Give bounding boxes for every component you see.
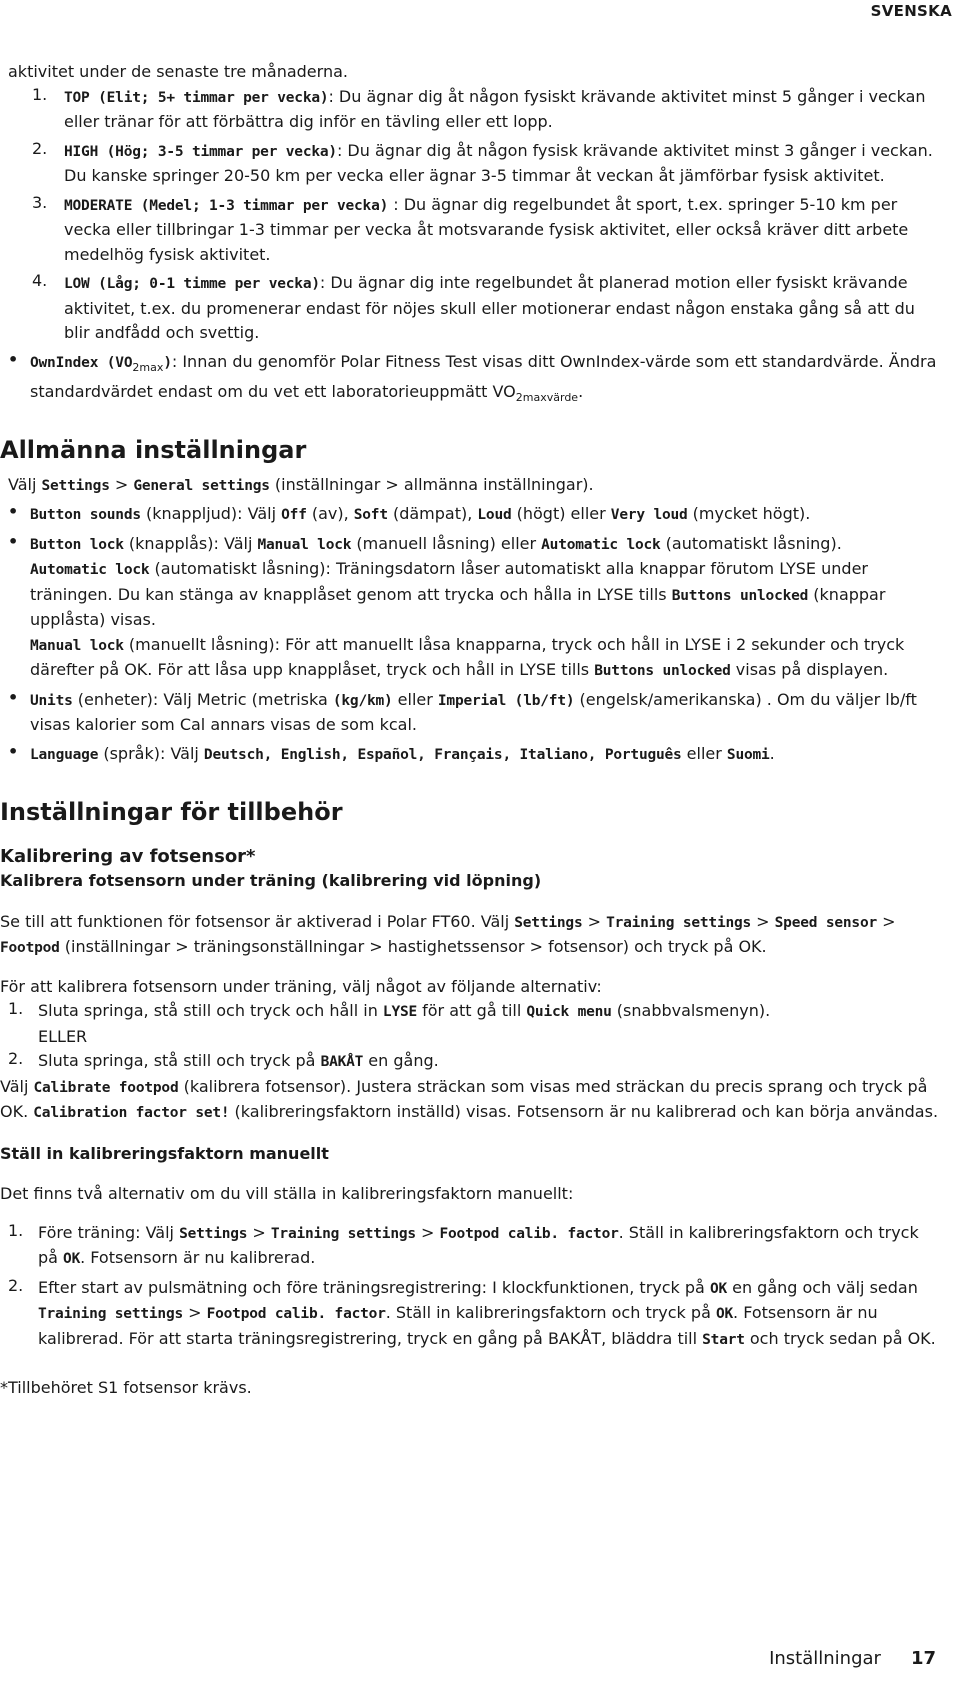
calibrate-option-1: 1. Sluta springa, stå still och tryck och håll in LYSE för att gå till Quick menu (snabbvalsmenyn). ELLER <box>0 999 940 1049</box>
level-label: MODERATE (Medel; 1-3 timmar per vecka) <box>64 197 389 214</box>
level-label: TOP (Elit; 5+ timmar per vecka) <box>64 89 329 106</box>
activity-level-item: 3. MODERATE (Medel; 1-3 timmar per vecka) : Du ägnar dig regelbundet åt sport, t.ex. springer 5-10 km per vecka eller tillbringar 1-3 timmar per vecka åt motsvarande fysisk aktivitet, eller också kräver ditt arbete medelhög fysisk aktivitet. <box>32 192 909 264</box>
calibrate-footpod-paragraph: Välj Calibrate footpod (kalibrera fotsensor). Justera sträckan som visas med sträckan du precis sprang och tryck på OK. Calibration factor set! (kalibreringsfaktorn inställd) visas. Fotsensorn är nu kalibrerad och kan börja användas. <box>0 1076 939 1121</box>
general-settings-heading: Allmänna inställningar <box>0 435 307 464</box>
activity-level-item: 1. TOP (Elit; 5+ timmar per vecka): Du ägnar dig åt någon fysiskt krävande aktivitet minst 5 gånger i veckan eller tränar för att förbättra dig inför en tävling eller ett lopp. <box>32 84 926 131</box>
bullet-icon: • <box>8 687 19 707</box>
calibrate-option-2: 2. Sluta springa, stå still och tryck på BAKÅT en gång. <box>8 1049 439 1070</box>
activity-level-item: 4. LOW (Låg; 0-1 timme per vecka): Du ägnar dig inte regelbundet åt planerad motion eller fysiskt krävande aktivitet, t.ex. du promenerar endast för nöjes skull eller motionerar endast någon enstaka gång så att du blir andfådd och svettig. <box>32 271 915 342</box>
calibration-subheading: Kalibrera fotsensorn under träning (kalibrering vid löpning) <box>0 871 542 890</box>
page-number: 17 <box>910 1648 936 1669</box>
button-lock-bullet: • Button lock (knapplås): Välj Manual lock (manuell låsning) eller Automatic lock (automatiskt låsning). Automatic lock (automatiskt låsning): Träningsdatorn låser automatiskt alla knappar förutom LYSE under träningen. Du kan stänga av knapplåset genom att trycka och hålla in LYSE tills Buttons unlocked (knappar upplåsta) visas. Manual lock (manuellt låsning): För att manuellt låsa knapparna, tryck och håll in LYSE i 2 sekunder och tryck därefter på OK. För att låsa upp knapplåset, tryck och håll in LYSE tills Buttons unlocked visas på displayen. <box>0 532 940 684</box>
level-label: LOW (Låg; 0-1 timme per vecka) <box>64 276 320 292</box>
accessory-settings-heading: Inställningar för tillbehör <box>0 798 343 826</box>
or-text: ELLER <box>38 1026 88 1046</box>
footpod-calibration-heading: Kalibrering av fotsensor* <box>0 846 256 867</box>
footer-section: Inställningar <box>769 1648 881 1669</box>
footnote: *Tillbehöret S1 fotsensor krävs. <box>0 1378 252 1397</box>
bullet-icon: • <box>8 741 19 761</box>
page-footer <box>769 1648 936 1669</box>
page-content <box>0 60 940 1401</box>
level-label: HIGH (Hög; 3-5 timmar per vecka) <box>64 143 337 160</box>
manual-option-2: 2. Efter start av pulsmätning och före träningsregistrering: I klockfunktionen, tryck på OK en gång och välj sedan Training settings > Footpod calib. factor. Ställ in kalibreringsfaktorn och tryck på OK. Fotsensorn är nu kalibrerad. För att starta träningsregistrering, tryck en gång på BAKÅT, bläddra till Start och tryck sedan på OK. <box>8 1275 936 1348</box>
intro-continuation: aktivitet under de senaste tre månaderna. <box>8 62 348 81</box>
ownindex-bullet: • OwnIndex $(VO_{2max})$: Innan du genomför Polar Fitness Test visas ditt OwnIndex-värde som ett standardvärde. Ändra standardvärdet endast om du vet ett laboratorieuppmätt $VO_{2maxvärde}$. <box>0 350 940 411</box>
calibrate-options-intro: För att kalibrera fotsensorn under träning, välj något av följande alternativ: <box>0 976 602 996</box>
manual-lock-desc: Manual lock (manuellt låsning): För att manuellt låsa knapparna, tryck och håll in LYSE i 2 sekunder och tryck därefter på OK. För att låsa upp knapplåset, tryck och håll in LYSE tills Buttons unlocked visas på displayen. <box>30 634 905 679</box>
bullet-icon: • <box>8 531 19 551</box>
units-bullet: • Units (enheter): Välj Metric (metriska (kg/km) eller Imperial (lb/ft) (engelsk/amerikanska) . Om du väljer lb/ft visas kalorier som Cal annars visas de som kcal. <box>0 688 940 738</box>
bullet-icon: • <box>8 349 19 369</box>
language-bullet: • Language (språk): Välj Deutsch, English, Español, Français, Italiano, Português eller Suomi. <box>0 742 940 768</box>
automatic-lock-desc: Automatic lock (automatiskt låsning): Träningsdatorn låser automatiskt alla knappar förutom LYSE under träningen. Du kan stänga av knapplåset genom att trycka och hålla in LYSE tills Buttons unlocked (knappar upplåsta) visas. <box>30 559 886 629</box>
general-intro: Välj Settings > General settings (inställningar > allmänna inställningar). <box>8 474 594 494</box>
manual-calibration-heading: Ställ in kalibreringsfaktorn manuellt <box>0 1143 329 1163</box>
manual-option-1: 1. Före träning: Välj Settings > Training settings > Footpod calib. factor. Ställ in kalibreringsfaktorn och tryck på OK. Fotsensorn är nu kalibrerad. <box>8 1220 919 1267</box>
manual-options-intro: Det finns två alternativ om du vill ställa in kalibreringsfaktorn manuellt: <box>0 1184 574 1203</box>
bullet-icon: • <box>8 502 19 521</box>
button-sounds-bullet: • Button sounds (knappljud): Välj Off (av), Soft (dämpat), Loud (högt) eller Very loud (mycket högt). <box>0 502 940 528</box>
language-header: SVENSKA <box>870 2 952 20</box>
footpod-enable-paragraph: Se till att funktionen för fotsensor är aktiverad i Polar FT60. Välj Settings > Training settings > Speed sensor > Footpod (inställningar > träningsonställningar > hastighetssensor > fotsensor) och tryck på OK. <box>0 911 896 956</box>
activity-level-item: 2. HIGH (Hög; 3-5 timmar per vecka): Du ägnar dig åt någon fysisk krävande aktivitet minst 3 gånger i veckan. Du kanske springer 20-50 km per vecka eller ägnar 3-5 timmar åt veckan åt jämförbar fysisk aktivitet. <box>32 138 933 185</box>
